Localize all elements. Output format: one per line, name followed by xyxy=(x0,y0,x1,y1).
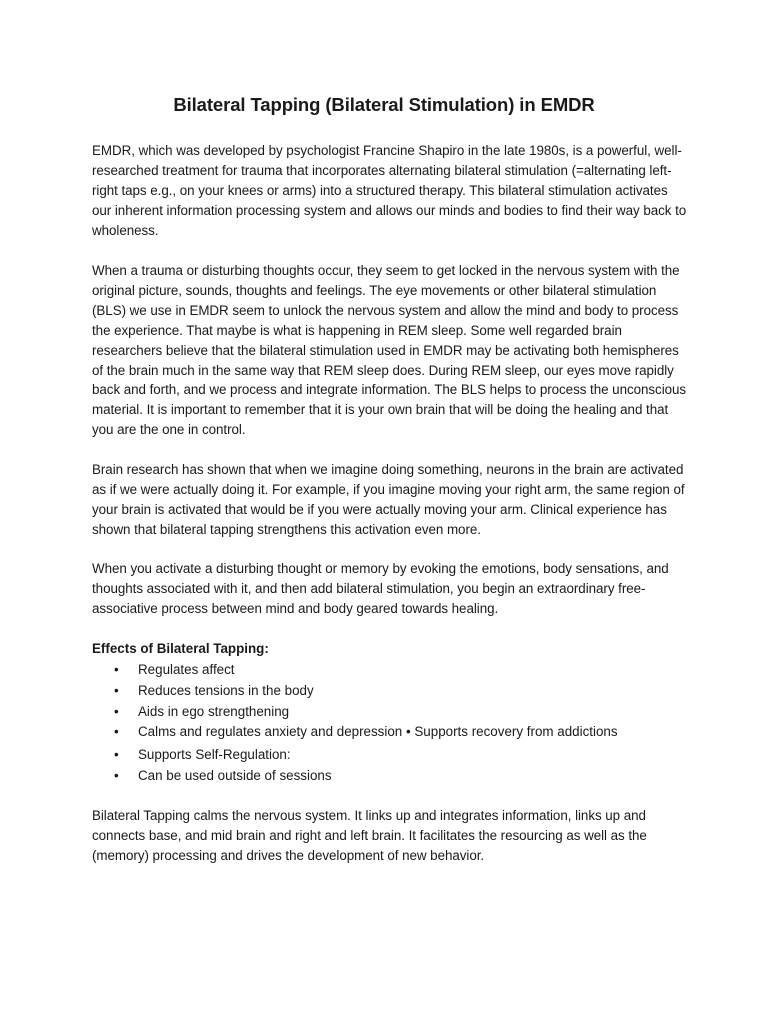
bullet-icon: • xyxy=(114,746,119,762)
list-item-label: Calms and regulates anxiety and depression • Supports recovery from addictions xyxy=(138,724,618,740)
bullet-icon: • xyxy=(114,703,119,719)
bullet-icon: • xyxy=(114,767,119,783)
paragraph-closing: Bilateral Tapping calms the nervous system. It links up and integrates information, links up and connects base, and mid brain and right and left brain. It facilitates the resourcing as well as the (memory) processing and drives the development of new behavior. xyxy=(92,808,647,863)
list-item-label: Aids in ego strengthening xyxy=(138,703,290,719)
effects-heading: Effects of Bilateral Tapping: xyxy=(92,641,269,656)
list-item-label: Regulates affect xyxy=(138,662,235,677)
list-item xyxy=(92,702,692,723)
list-item-label: Can be used outside of sessions xyxy=(138,767,332,783)
paragraph-emdr-intro: EMDR, which was developed by psychologist Francine Shapiro in the late 1980s, is a powerful, well-researched treatment for trauma that incorporates alternating bilateral stimulation (=alternating left-right taps e.g., on your knees or arms) into a structured therapy. This bilateral stimulation activates our inherent information processing system and allows our minds and bodies to find their way back to wholeness. xyxy=(92,143,687,238)
list-item xyxy=(92,722,692,745)
paragraph-trauma-nervous-system: When a trauma or disturbing thoughts occur, they seem to get locked in the nervous system with the original picture, sounds, thoughts and feelings. The eye movements or other bilateral stimulation (BLS) we use in EMDR seem to unlock the nervous system and allow the mind and body to process the experience. That maybe is what is happening in REM sleep. Some well regarded brain researchers believe that the bilateral stimulation used in EMDR may be activating both hemispheres of the brain much in the same way that REM sleep does. During REM sleep, our eyes move rapidly back and forth, and we process and integrate information. The BLS helps to process the unconscious material. It is important to remember that it is your own brain that will be doing the healing and that you are the one in control. xyxy=(92,263,687,438)
bullet-icon: • xyxy=(114,724,119,740)
bullet-icon: • xyxy=(114,662,119,677)
list-item xyxy=(92,766,692,787)
document-title: Bilateral Tapping (Bilateral Stimulation) in EMDR xyxy=(173,94,595,115)
list-item xyxy=(92,681,692,702)
paragraph-brain-research: Brain research has shown that when we imagine doing something, neurons in the brain are activated as if we were actually doing it. For example, if you imagine moving your right arm, the same region of your brain is activated that would be if you were actually moving your arm. Clinical experience has shown that bilateral tapping strengthens this activation even more. xyxy=(92,462,685,537)
list-item xyxy=(92,660,692,681)
bullet-icon: • xyxy=(114,682,119,698)
effects-list xyxy=(92,660,692,786)
list-item-label: Supports Self-Regulation: xyxy=(138,746,291,762)
paragraph-disturbing-thought: When you activate a disturbing thought or memory by evoking the emotions, body sensations, and thoughts associated with it, and then add bilateral stimulation, you begin an extraordinary free-associative process between mind and body geared towards healing. xyxy=(92,561,669,616)
list-item xyxy=(92,745,692,766)
list-item-label: Reduces tensions in the body xyxy=(138,682,314,698)
